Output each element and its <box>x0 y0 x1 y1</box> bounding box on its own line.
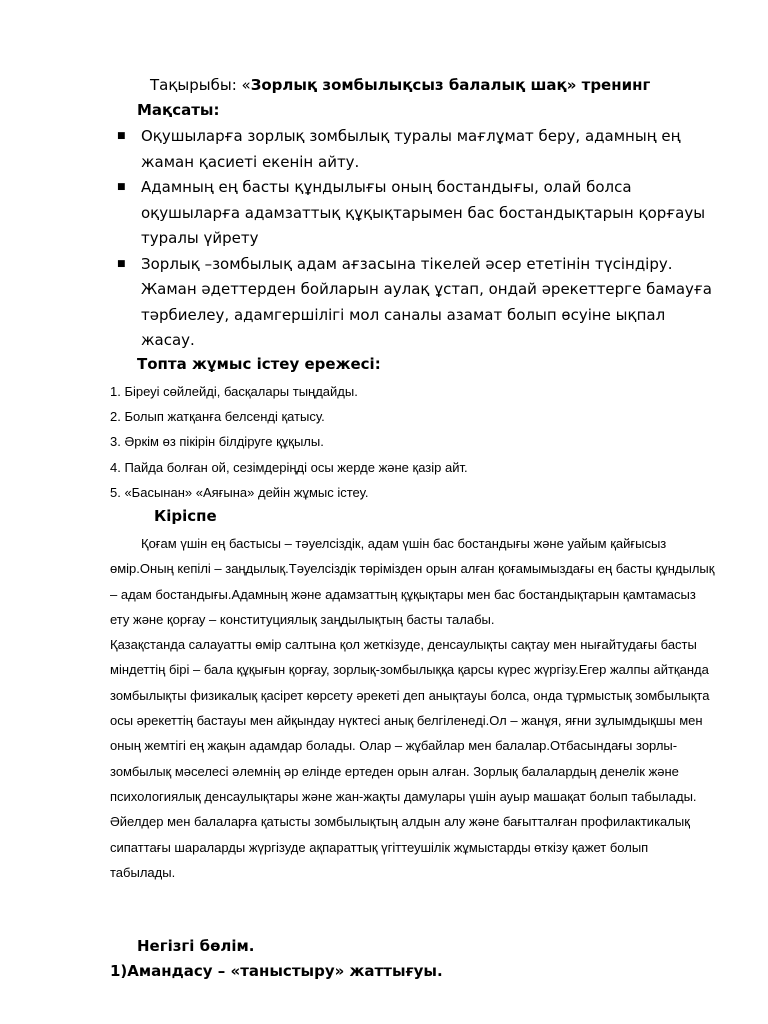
bullet-icon: ■ <box>117 258 126 269</box>
list-item: 5. «Басынан» «Аяғына» дейін жұмыс істеу. <box>110 484 369 500</box>
title-label: Тақырыбы <box>150 76 232 94</box>
list-item <box>114 175 714 252</box>
intro-text <box>110 531 715 885</box>
list-item: 3. Әркім өз пікірін білдіруге құқылы. <box>110 434 324 450</box>
intro-heading: Кіріспе <box>154 507 217 525</box>
bullet-icon: ■ <box>117 131 126 141</box>
intro-paragraph: Әйелдер мен балаларға қатысты зомбылықтың алдын алу және бағытталған профилактикалық сипаттағы шараларды жүргізуде ақпараттық үгіттеушілік жұмыстарды өткізу қажет болып табылады. <box>110 814 690 880</box>
list-item: 2. Болып жатқанға белсенді қатысу. <box>110 409 325 425</box>
list-item: 1. Біреуі сөйлейді, басқалары тыңдайды. <box>110 384 358 399</box>
list-item <box>114 124 714 175</box>
title-text: Зорлық зомбылықсыз балалық шақ» тренинг <box>250 76 651 94</box>
goals-list <box>114 124 714 354</box>
goal-text: Оқушыларға зорлық зомбылық туралы мағлұмат беру, адамның ең жаман қасиеті екенін айту. <box>141 127 681 171</box>
exercise-heading: 1)Амандасу – «таныстыру» жаттығуы. <box>110 962 443 980</box>
rules-heading: Топта жұмыс істеу ережесі: <box>137 355 381 373</box>
main-heading: Негізгі бөлім. <box>137 937 255 955</box>
list-item <box>114 252 714 354</box>
goals-heading: Мақсаты: <box>137 101 220 119</box>
bullet-icon: ■ <box>117 182 126 192</box>
intro-paragraph: Қазақстанда салауатты өмір салтына қол жеткізуде, денсаулықты сақтау мен нығайтудағы басты міндеттің бірі – бала құқығын қорғау, зорлық-зомбылыққа қарсы күрес жүргізу.Егер жалпы айтқанда зомбылықты физикалық қасірет көрсету әрекеті деп анықтауы болса, онда тұрмыстық зомбылықта осы әрекеттің бастауы мен айқындау нүктесі анық белгіленеді.Ол – жанұя, яғни зұлымдықшы мен оның жемтігі ең жақын адамдар болады. Олар – жұбайлар мен балалар.Отбасындағы зорлы-зомбылық мәселесі әлемнің әр елінде ертеден орын алған. Зорлық балалардың денелік және психологиялық денсаулықтары және жан-жақты дамулары үшін ауыр машақат болып табылады. <box>110 637 710 804</box>
goal-text: Адамның ең басты құндылығы оның бостандығы, олай болса оқушыларға адамзаттық құқықтарымен бас бостандықтарын қорғауы туралы үйрету <box>141 178 706 247</box>
page-title <box>150 76 650 94</box>
title-colon: : « <box>231 76 251 94</box>
rules-list <box>110 379 468 505</box>
intro-paragraph: Қоғам үшін ең бастысы – тәуелсіздік, адам үшін бас бостандығы және уайым қайғысыз өмір.Оның кепілі – заңдылық.Тәуелсіздік төрімізден орын алған қоғамымыздағы ең басты құндылық – адам бостандығы.Адамның және адамзаттың құқықтары мен бас бостандықтарын қамтамасыз ету және қорғау – конституциялық заңдылықтың басты талабы. <box>110 536 715 627</box>
goal-text: Зорлық –зомбылық адам ағзасына тікелей әсер ететінін түсіндіру. Жаман әдеттерден бойларын аулақ ұстап, ондай әрекеттерге бамауға тәрбиелеу, адамгершілігі мол саналы азамат болып өсуіне ықпал жасау. <box>141 254 712 349</box>
list-item: 4. Пайда болған ой, сезімдеріңді осы жерде және қазір айт. <box>110 459 468 475</box>
